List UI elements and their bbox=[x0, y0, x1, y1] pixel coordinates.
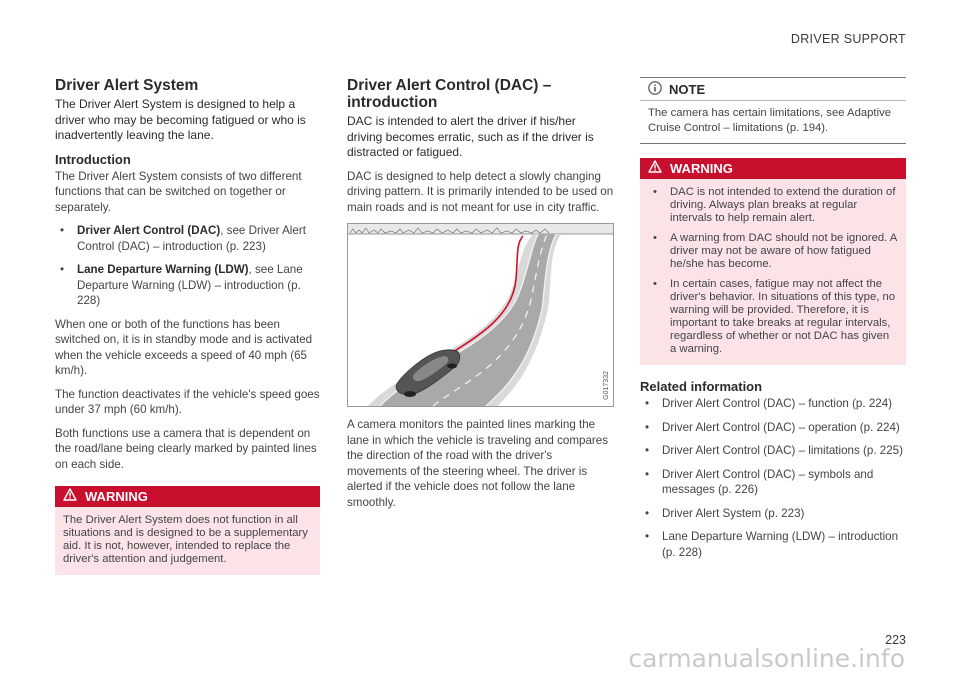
list-item[interactable] bbox=[640, 420, 906, 436]
list-item bbox=[648, 278, 898, 356]
camera-description: A camera monitors the painted lines marking the lane in which the vehicle is traveling and compares the direction of the road with the driver's movements of the steering wheel. The driver is alerted if the vehicle does not follow the lane smoothly. bbox=[347, 418, 609, 509]
list-item[interactable] bbox=[640, 506, 906, 522]
heading-introduction: Introduction bbox=[55, 151, 131, 167]
section-header: DRIVER SUPPORT bbox=[790, 32, 906, 46]
warning-list bbox=[648, 186, 898, 356]
related-link[interactable]: Driver Alert Control (DAC) – limitations (p. 225) bbox=[662, 444, 903, 457]
lead-text: DAC is intended to alert the driver if his/her driving becomes erratic, such as if the driver is distracted or fatigued. bbox=[347, 114, 594, 159]
road-drawing bbox=[348, 224, 613, 406]
heading-driver-alert-system: Driver Alert System bbox=[55, 77, 199, 94]
deactivation-text: The function deactivates if the vehicle's speed goes under 37 mph (60 km/h). bbox=[55, 387, 320, 416]
dac-description: DAC is designed to help detect a slowly changing driving pattern. It is primarily intended to be used on main roads and is not meant for use in city traffic. bbox=[347, 169, 614, 214]
warning-header bbox=[55, 486, 320, 507]
function-ref[interactable]: , see Driver Alert Control (DAC) – introduction (p. 223) bbox=[77, 224, 306, 253]
list-item[interactable] bbox=[640, 529, 906, 560]
warning-label: WARNING bbox=[670, 161, 733, 176]
related-link[interactable]: Lane Departure Warning (LDW) – introduction (p. 228) bbox=[662, 530, 899, 559]
note-label: NOTE bbox=[669, 81, 706, 97]
heading-related-information: Related information bbox=[640, 379, 763, 394]
bullet: • bbox=[653, 278, 657, 290]
note-body bbox=[640, 101, 906, 143]
column-notes bbox=[640, 77, 906, 568]
figure-id: G017332 bbox=[603, 371, 610, 400]
bullet: • bbox=[653, 186, 657, 198]
warning-label: WARNING bbox=[85, 489, 148, 504]
function-ref[interactable]: , see Lane Departure Warning (LDW) – introduction (p. 228) bbox=[77, 263, 303, 307]
warning-box bbox=[55, 486, 320, 575]
related-link[interactable]: Driver Alert Control (DAC) – operation (p. 224) bbox=[662, 420, 900, 434]
warning-header bbox=[640, 158, 906, 179]
bullet: • bbox=[645, 506, 650, 520]
related-link[interactable]: Driver Alert Control (DAC) – function (p. 224) bbox=[662, 397, 893, 410]
related-list bbox=[640, 396, 906, 560]
list-item bbox=[648, 186, 898, 225]
bullet: • bbox=[60, 263, 65, 276]
list-item[interactable] bbox=[640, 396, 906, 412]
column-driver-alert-system bbox=[55, 77, 320, 575]
warning-item-text: A warning from DAC should not be ignored. A driver may not be aware of how fatigued he/she has become. bbox=[670, 232, 897, 270]
list-item bbox=[648, 232, 898, 271]
intro-text: The Driver Alert System consists of two different functions that can be switched on together or separately. bbox=[55, 169, 302, 214]
bullet: • bbox=[645, 444, 650, 457]
camera-text: Both functions use a camera that is dependent on the road/lane being clearly marked by painted lines on each side. bbox=[55, 426, 317, 471]
list-item[interactable] bbox=[640, 443, 906, 459]
bullet: • bbox=[60, 224, 65, 237]
list-item bbox=[55, 223, 320, 254]
function-name: Driver Alert Control (DAC) bbox=[77, 224, 221, 237]
list-item[interactable] bbox=[640, 467, 906, 498]
warning-body bbox=[640, 179, 906, 365]
activation-text: When one or both of the functions has been switched on, it is in standby mode and is activated when the vehicle exceeds a speed of 40 mph (65 km/h). bbox=[55, 317, 313, 377]
bullet: • bbox=[653, 232, 657, 244]
list-item bbox=[55, 262, 320, 309]
note-text: The camera has certain limitations, see Adaptive Cruise Control – limitations (p. 194). bbox=[648, 107, 892, 134]
note-box bbox=[640, 77, 906, 144]
bullet: • bbox=[645, 467, 650, 481]
page-number: 223 bbox=[885, 633, 906, 647]
info-icon bbox=[648, 81, 662, 98]
warning-triangle-icon bbox=[63, 486, 77, 507]
warning-triangle-icon bbox=[648, 158, 662, 179]
bullet: • bbox=[645, 420, 650, 434]
lead-text: The Driver Alert System is designed to help a driver who may be becoming fatigued or who is inadvertently leaving the lane. bbox=[55, 97, 306, 142]
warning-box bbox=[640, 158, 906, 365]
warning-item-text: DAC is not intended to extend the duration of driving. Always plan breaks at regular intervals to help remain alert. bbox=[670, 186, 896, 224]
warning-item-text: In certain cases, fatigue may not affect the driver's behavior. In situations of this type, no warning will be provided. Therefore, it is important to take breaks at regular intervals, regardless of whether or not DAC has given a warning. bbox=[670, 278, 896, 355]
function-name: Lane Departure Warning (LDW) bbox=[77, 263, 249, 276]
bullet: • bbox=[645, 530, 650, 543]
column-dac-introduction bbox=[347, 77, 614, 518]
related-link[interactable]: Driver Alert System (p. 223) bbox=[662, 506, 805, 520]
watermark: carmanualsonline.info bbox=[628, 644, 905, 673]
function-list bbox=[55, 223, 320, 309]
bullet: • bbox=[645, 397, 650, 410]
warning-body bbox=[55, 507, 320, 575]
related-link[interactable]: Driver Alert Control (DAC) – symbols and messages (p. 226) bbox=[662, 467, 874, 496]
warning-text: The Driver Alert System does not function in all situations and is designed to be a supplementary aid. It is not, however, intended to replace the driver's attention and judgement. bbox=[63, 514, 308, 565]
note-header bbox=[640, 78, 906, 101]
heading-dac-introduction: Driver Alert Control (DAC) – introduction bbox=[347, 77, 552, 111]
road-illustration bbox=[347, 223, 614, 407]
